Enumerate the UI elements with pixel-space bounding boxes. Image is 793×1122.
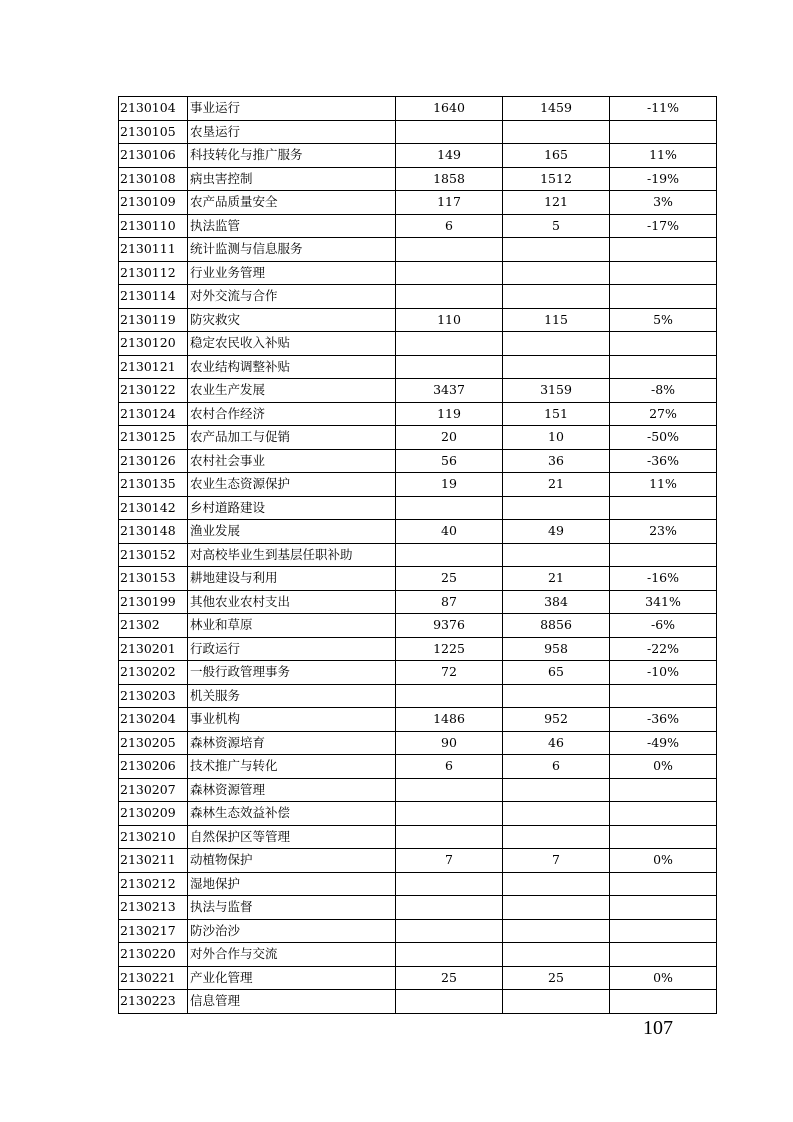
change-percent-cell: -49%: [610, 731, 717, 755]
table-row: [119, 97, 717, 121]
prior-amount-cell: 25: [396, 567, 503, 591]
current-amount-cell: 49: [503, 520, 610, 544]
change-percent-cell: -19%: [610, 167, 717, 191]
table-row: [119, 238, 717, 262]
current-amount-cell: 958: [503, 637, 610, 661]
account-code-cell: 2130153: [119, 567, 188, 591]
account-code-cell: 2130212: [119, 872, 188, 896]
change-percent-cell: [610, 990, 717, 1014]
current-amount-cell: 1512: [503, 167, 610, 191]
table-row: [119, 496, 717, 520]
prior-amount-cell: 40: [396, 520, 503, 544]
table-row: [119, 825, 717, 849]
change-percent-cell: 0%: [610, 849, 717, 873]
current-amount-cell: [503, 543, 610, 567]
account-name-cell: 渔业发展: [188, 520, 396, 544]
account-code-cell: 2130108: [119, 167, 188, 191]
prior-amount-cell: [396, 120, 503, 144]
account-name-cell: 一般行政管理事务: [188, 661, 396, 685]
account-name-cell: 行业业务管理: [188, 261, 396, 285]
table-row: [119, 614, 717, 638]
account-name-cell: 机关服务: [188, 684, 396, 708]
table-row: [119, 167, 717, 191]
table-row: [119, 661, 717, 685]
current-amount-cell: [503, 684, 610, 708]
account-code-cell: 2130220: [119, 943, 188, 967]
table-row: [119, 637, 717, 661]
change-percent-cell: [610, 872, 717, 896]
current-amount-cell: 952: [503, 708, 610, 732]
account-name-cell: 森林资源管理: [188, 778, 396, 802]
account-code-cell: 2130121: [119, 355, 188, 379]
change-percent-cell: [610, 778, 717, 802]
account-code-cell: 2130209: [119, 802, 188, 826]
current-amount-cell: [503, 332, 610, 356]
prior-amount-cell: 6: [396, 214, 503, 238]
account-name-cell: 森林资源培育: [188, 731, 396, 755]
account-code-cell: 2130204: [119, 708, 188, 732]
account-name-cell: 病虫害控制: [188, 167, 396, 191]
account-code-cell: 2130205: [119, 731, 188, 755]
account-name-cell: 耕地建设与利用: [188, 567, 396, 591]
table-row: [119, 755, 717, 779]
prior-amount-cell: [396, 919, 503, 943]
prior-amount-cell: 117: [396, 191, 503, 215]
account-name-cell: 技术推广与转化: [188, 755, 396, 779]
table-row: [119, 285, 717, 309]
change-percent-cell: 27%: [610, 402, 717, 426]
prior-amount-cell: 87: [396, 590, 503, 614]
account-code-cell: 2130142: [119, 496, 188, 520]
account-code-cell: 2130126: [119, 449, 188, 473]
current-amount-cell: [503, 238, 610, 262]
account-name-cell: 执法与监督: [188, 896, 396, 920]
table-row: [119, 708, 717, 732]
account-name-cell: 信息管理: [188, 990, 396, 1014]
change-percent-cell: 0%: [610, 966, 717, 990]
account-code-cell: 2130221: [119, 966, 188, 990]
current-amount-cell: 121: [503, 191, 610, 215]
account-code-cell: 2130217: [119, 919, 188, 943]
current-amount-cell: 1459: [503, 97, 610, 121]
account-name-cell: 事业机构: [188, 708, 396, 732]
prior-amount-cell: 6: [396, 755, 503, 779]
current-amount-cell: [503, 896, 610, 920]
change-percent-cell: [610, 496, 717, 520]
prior-amount-cell: [396, 355, 503, 379]
prior-amount-cell: 7: [396, 849, 503, 873]
prior-amount-cell: [396, 990, 503, 1014]
table-row: [119, 731, 717, 755]
table-row: [119, 214, 717, 238]
account-code-cell: 2130223: [119, 990, 188, 1014]
account-code-cell: 2130120: [119, 332, 188, 356]
prior-amount-cell: 25: [396, 966, 503, 990]
prior-amount-cell: [396, 825, 503, 849]
table-row: [119, 144, 717, 168]
prior-amount-cell: 19: [396, 473, 503, 497]
current-amount-cell: [503, 943, 610, 967]
account-code-cell: 2130109: [119, 191, 188, 215]
account-code-cell: 2130114: [119, 285, 188, 309]
account-name-cell: 对外交流与合作: [188, 285, 396, 309]
account-name-cell: 对高校毕业生到基层任职补助: [188, 543, 396, 567]
current-amount-cell: 46: [503, 731, 610, 755]
account-code-cell: 2130111: [119, 238, 188, 262]
account-name-cell: 农业生产发展: [188, 379, 396, 403]
current-amount-cell: [503, 261, 610, 285]
current-amount-cell: 21: [503, 567, 610, 591]
account-name-cell: 农村合作经济: [188, 402, 396, 426]
account-name-cell: 森林生态效益补偿: [188, 802, 396, 826]
account-code-cell: 2130211: [119, 849, 188, 873]
current-amount-cell: [503, 355, 610, 379]
current-amount-cell: [503, 778, 610, 802]
account-code-cell: 2130122: [119, 379, 188, 403]
change-percent-cell: [610, 825, 717, 849]
account-name-cell: 农产品加工与促销: [188, 426, 396, 450]
account-code-cell: 2130105: [119, 120, 188, 144]
prior-amount-cell: 110: [396, 308, 503, 332]
account-name-cell: 其他农业农村支出: [188, 590, 396, 614]
change-percent-cell: 341%: [610, 590, 717, 614]
table-row: [119, 120, 717, 144]
budget-table: [118, 96, 717, 1014]
change-percent-cell: [610, 684, 717, 708]
current-amount-cell: 8856: [503, 614, 610, 638]
change-percent-cell: -16%: [610, 567, 717, 591]
change-percent-cell: 5%: [610, 308, 717, 332]
account-code-cell: 2130135: [119, 473, 188, 497]
change-percent-cell: [610, 355, 717, 379]
account-name-cell: 林业和草原: [188, 614, 396, 638]
account-name-cell: 动植物保护: [188, 849, 396, 873]
prior-amount-cell: [396, 543, 503, 567]
prior-amount-cell: [396, 778, 503, 802]
table-row: [119, 355, 717, 379]
table-row: [119, 684, 717, 708]
account-name-cell: 农村社会事业: [188, 449, 396, 473]
table-row: [119, 943, 717, 967]
table-row: [119, 332, 717, 356]
prior-amount-cell: [396, 332, 503, 356]
change-percent-cell: 3%: [610, 191, 717, 215]
change-percent-cell: [610, 332, 717, 356]
account-name-cell: 对外合作与交流: [188, 943, 396, 967]
current-amount-cell: [503, 990, 610, 1014]
prior-amount-cell: [396, 943, 503, 967]
account-name-cell: 执法监管: [188, 214, 396, 238]
prior-amount-cell: 119: [396, 402, 503, 426]
account-name-cell: 农产品质量安全: [188, 191, 396, 215]
account-name-cell: 稳定农民收入补贴: [188, 332, 396, 356]
table-row: [119, 426, 717, 450]
change-percent-cell: 11%: [610, 144, 717, 168]
page-number: 107: [643, 1017, 673, 1039]
prior-amount-cell: 9376: [396, 614, 503, 638]
account-name-cell: 农业结构调整补贴: [188, 355, 396, 379]
account-code-cell: 2130110: [119, 214, 188, 238]
change-percent-cell: [610, 120, 717, 144]
table-row: [119, 849, 717, 873]
change-percent-cell: [610, 238, 717, 262]
change-percent-cell: 0%: [610, 755, 717, 779]
prior-amount-cell: [396, 872, 503, 896]
table-row: [119, 520, 717, 544]
table-row: [119, 778, 717, 802]
table-row: [119, 543, 717, 567]
prior-amount-cell: [396, 896, 503, 920]
account-code-cell: 2130203: [119, 684, 188, 708]
account-name-cell: 事业运行: [188, 97, 396, 121]
current-amount-cell: 7: [503, 849, 610, 873]
account-name-cell: 农垦运行: [188, 120, 396, 144]
account-code-cell: 2130152: [119, 543, 188, 567]
change-percent-cell: -36%: [610, 708, 717, 732]
current-amount-cell: 151: [503, 402, 610, 426]
current-amount-cell: 10: [503, 426, 610, 450]
current-amount-cell: [503, 872, 610, 896]
account-code-cell: 2130125: [119, 426, 188, 450]
account-name-cell: 防沙治沙: [188, 919, 396, 943]
current-amount-cell: 65: [503, 661, 610, 685]
account-name-cell: 乡村道路建设: [188, 496, 396, 520]
prior-amount-cell: 90: [396, 731, 503, 755]
change-percent-cell: -8%: [610, 379, 717, 403]
prior-amount-cell: 3437: [396, 379, 503, 403]
table-row: [119, 896, 717, 920]
account-code-cell: 2130106: [119, 144, 188, 168]
current-amount-cell: 115: [503, 308, 610, 332]
account-code-cell: 2130202: [119, 661, 188, 685]
account-code-cell: 2130124: [119, 402, 188, 426]
prior-amount-cell: [396, 684, 503, 708]
prior-amount-cell: 72: [396, 661, 503, 685]
account-code-cell: 2130206: [119, 755, 188, 779]
change-percent-cell: [610, 285, 717, 309]
table-row: [119, 402, 717, 426]
change-percent-cell: 23%: [610, 520, 717, 544]
current-amount-cell: [503, 802, 610, 826]
account-name-cell: 防灾救灾: [188, 308, 396, 332]
table-row: [119, 919, 717, 943]
table-row: [119, 308, 717, 332]
change-percent-cell: 11%: [610, 473, 717, 497]
current-amount-cell: [503, 285, 610, 309]
table-row: [119, 449, 717, 473]
current-amount-cell: [503, 919, 610, 943]
account-code-cell: 2130213: [119, 896, 188, 920]
account-code-cell: 2130210: [119, 825, 188, 849]
change-percent-cell: -6%: [610, 614, 717, 638]
current-amount-cell: 384: [503, 590, 610, 614]
table-row: [119, 379, 717, 403]
table-row: [119, 261, 717, 285]
account-name-cell: 产业化管理: [188, 966, 396, 990]
prior-amount-cell: 1486: [396, 708, 503, 732]
account-code-cell: 2130119: [119, 308, 188, 332]
account-code-cell: 21302: [119, 614, 188, 638]
prior-amount-cell: 1225: [396, 637, 503, 661]
account-code-cell: 2130201: [119, 637, 188, 661]
change-percent-cell: -10%: [610, 661, 717, 685]
account-code-cell: 2130112: [119, 261, 188, 285]
table-row: [119, 802, 717, 826]
account-code-cell: 2130207: [119, 778, 188, 802]
change-percent-cell: [610, 802, 717, 826]
current-amount-cell: 25: [503, 966, 610, 990]
change-percent-cell: -11%: [610, 97, 717, 121]
table-row: [119, 590, 717, 614]
change-percent-cell: -22%: [610, 637, 717, 661]
current-amount-cell: [503, 496, 610, 520]
table-row: [119, 567, 717, 591]
prior-amount-cell: [396, 802, 503, 826]
account-code-cell: 2130148: [119, 520, 188, 544]
prior-amount-cell: [396, 285, 503, 309]
change-percent-cell: -50%: [610, 426, 717, 450]
change-percent-cell: -17%: [610, 214, 717, 238]
account-name-cell: 自然保护区等管理: [188, 825, 396, 849]
budget-table-body: [119, 97, 717, 1014]
account-code-cell: 2130199: [119, 590, 188, 614]
prior-amount-cell: 20: [396, 426, 503, 450]
account-name-cell: 湿地保护: [188, 872, 396, 896]
account-name-cell: 统计监测与信息服务: [188, 238, 396, 262]
prior-amount-cell: [396, 261, 503, 285]
account-name-cell: 行政运行: [188, 637, 396, 661]
account-name-cell: 科技转化与推广服务: [188, 144, 396, 168]
table-row: [119, 872, 717, 896]
current-amount-cell: 36: [503, 449, 610, 473]
current-amount-cell: [503, 120, 610, 144]
current-amount-cell: [503, 825, 610, 849]
change-percent-cell: [610, 919, 717, 943]
current-amount-cell: 21: [503, 473, 610, 497]
change-percent-cell: [610, 943, 717, 967]
change-percent-cell: [610, 543, 717, 567]
table-row: [119, 473, 717, 497]
current-amount-cell: 6: [503, 755, 610, 779]
prior-amount-cell: 56: [396, 449, 503, 473]
change-percent-cell: [610, 896, 717, 920]
prior-amount-cell: 1858: [396, 167, 503, 191]
current-amount-cell: 165: [503, 144, 610, 168]
prior-amount-cell: [396, 238, 503, 262]
change-percent-cell: -36%: [610, 449, 717, 473]
current-amount-cell: 3159: [503, 379, 610, 403]
prior-amount-cell: 1640: [396, 97, 503, 121]
account-code-cell: 2130104: [119, 97, 188, 121]
table-row: [119, 191, 717, 215]
prior-amount-cell: [396, 496, 503, 520]
prior-amount-cell: 149: [396, 144, 503, 168]
current-amount-cell: 5: [503, 214, 610, 238]
table-row: [119, 990, 717, 1014]
account-name-cell: 农业生态资源保护: [188, 473, 396, 497]
table-row: [119, 966, 717, 990]
change-percent-cell: [610, 261, 717, 285]
